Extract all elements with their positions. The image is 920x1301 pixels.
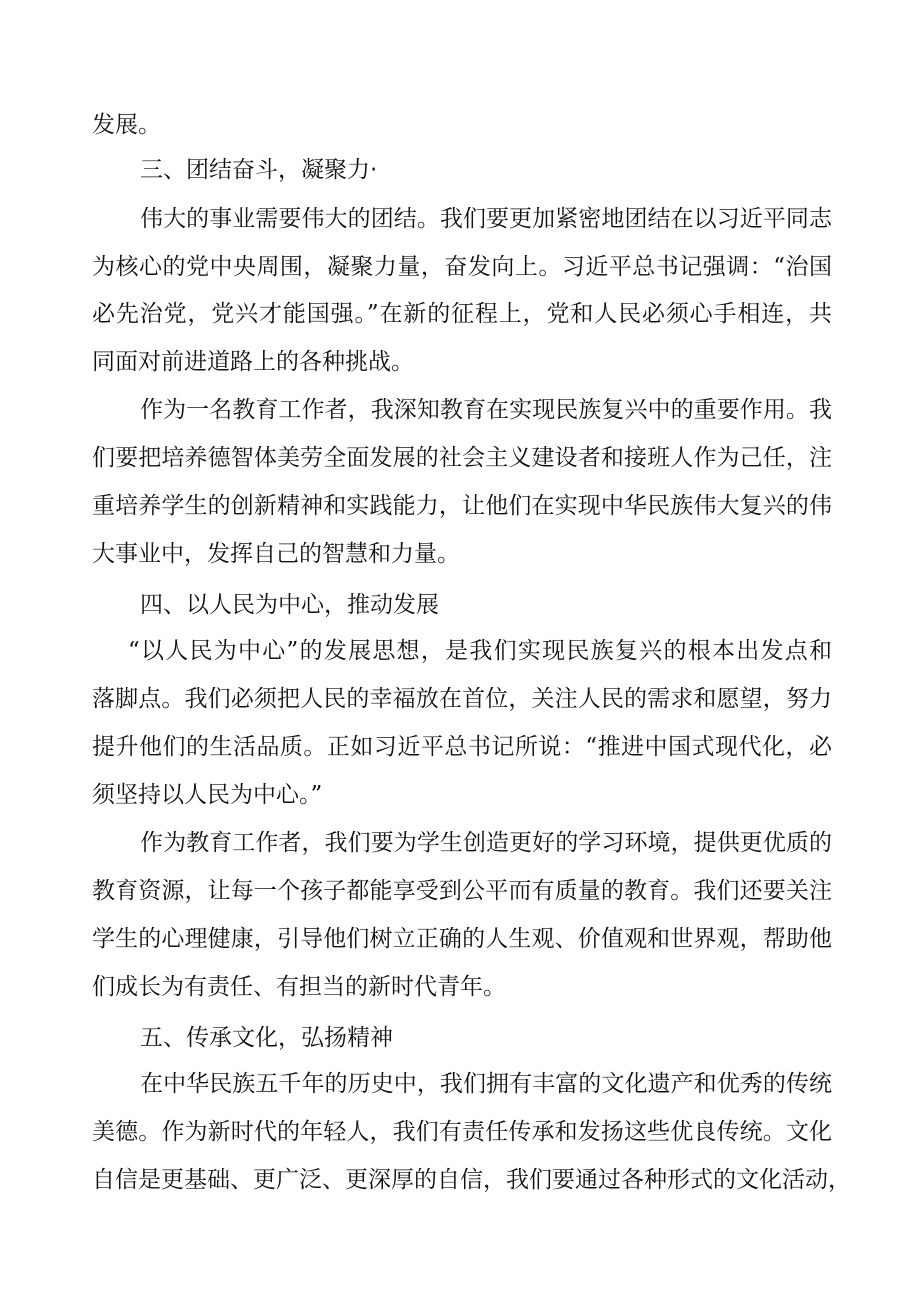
text-line: 学生的心理健康，引导他们树立正确的人生观、价值观和世界观，帮助他 (92, 926, 832, 952)
text-line: 重培养学生的创新精神和实践能力，让他们在实现中华民族伟大复兴的伟 (92, 493, 832, 519)
text-line: 在中华民族五千年的历史中，我们拥有丰富的文化遗产和优秀的传统 (140, 1071, 832, 1097)
text-line: 美德。作为新时代的年轻人，我们有责任传承和发扬这些优良传统。文化 (92, 1119, 832, 1145)
text-line: 落脚点。我们必须把人民的幸福放在首位，关注人民的需求和愿望，努力 (92, 686, 832, 712)
section-heading-5: 五、传承文化，弘扬精神 (140, 1025, 393, 1051)
text-line: 为核心的党中央周围，凝聚力量，奋发向上。习近平总书记强调：“治国 (92, 254, 832, 280)
text-line: 们要把培养德智体美劳全面发展的社会主义建设者和接班人作为己任，注 (92, 445, 832, 471)
text-line: 必先治党，党兴才能国强。”在新的征程上，党和人民必须心手相连，共 (92, 301, 832, 327)
text-line: 伟大的事业需要伟大的团结。我们要更加紧密地团结在以习近平同志 (140, 206, 832, 232)
section-heading-4: 四、以人民为中心，推动发展 (140, 592, 439, 618)
text-line: “以人民为中心”的发展思想，是我们实现民族复兴的根本出发点和 (128, 638, 832, 664)
section-heading-3: 三、团结奋斗，凝聚力· (140, 157, 378, 183)
text-line: 自信是更基础、更广泛、更深厚的自信，我们要通过各种形式的文化活动， (92, 1167, 851, 1193)
text-line: 同面对前进道路上的各种挑战。 (92, 349, 414, 375)
text-line: 大事业中，发挥自己的智慧和力量。 (92, 541, 460, 567)
text-line: 教育资源，让每一个孩子都能享受到公平而有质量的教育。我们还要关注 (92, 878, 832, 904)
text-line: 须坚持以人民为中心。” (92, 782, 323, 808)
text-line: 发展。 (92, 112, 161, 138)
text-line: 提升他们的生活品质。正如习近平总书记所说：“推进中国式现代化，必 (92, 734, 832, 760)
text-line: 作为教育工作者，我们要为学生创造更好的学习环境，提供更优质的 (140, 830, 832, 856)
text-line: 们成长为有责任、有担当的新时代青年。 (92, 974, 506, 1000)
text-line: 作为一名教育工作者，我深知教育在实现民族复兴中的重要作用。我 (140, 397, 832, 423)
